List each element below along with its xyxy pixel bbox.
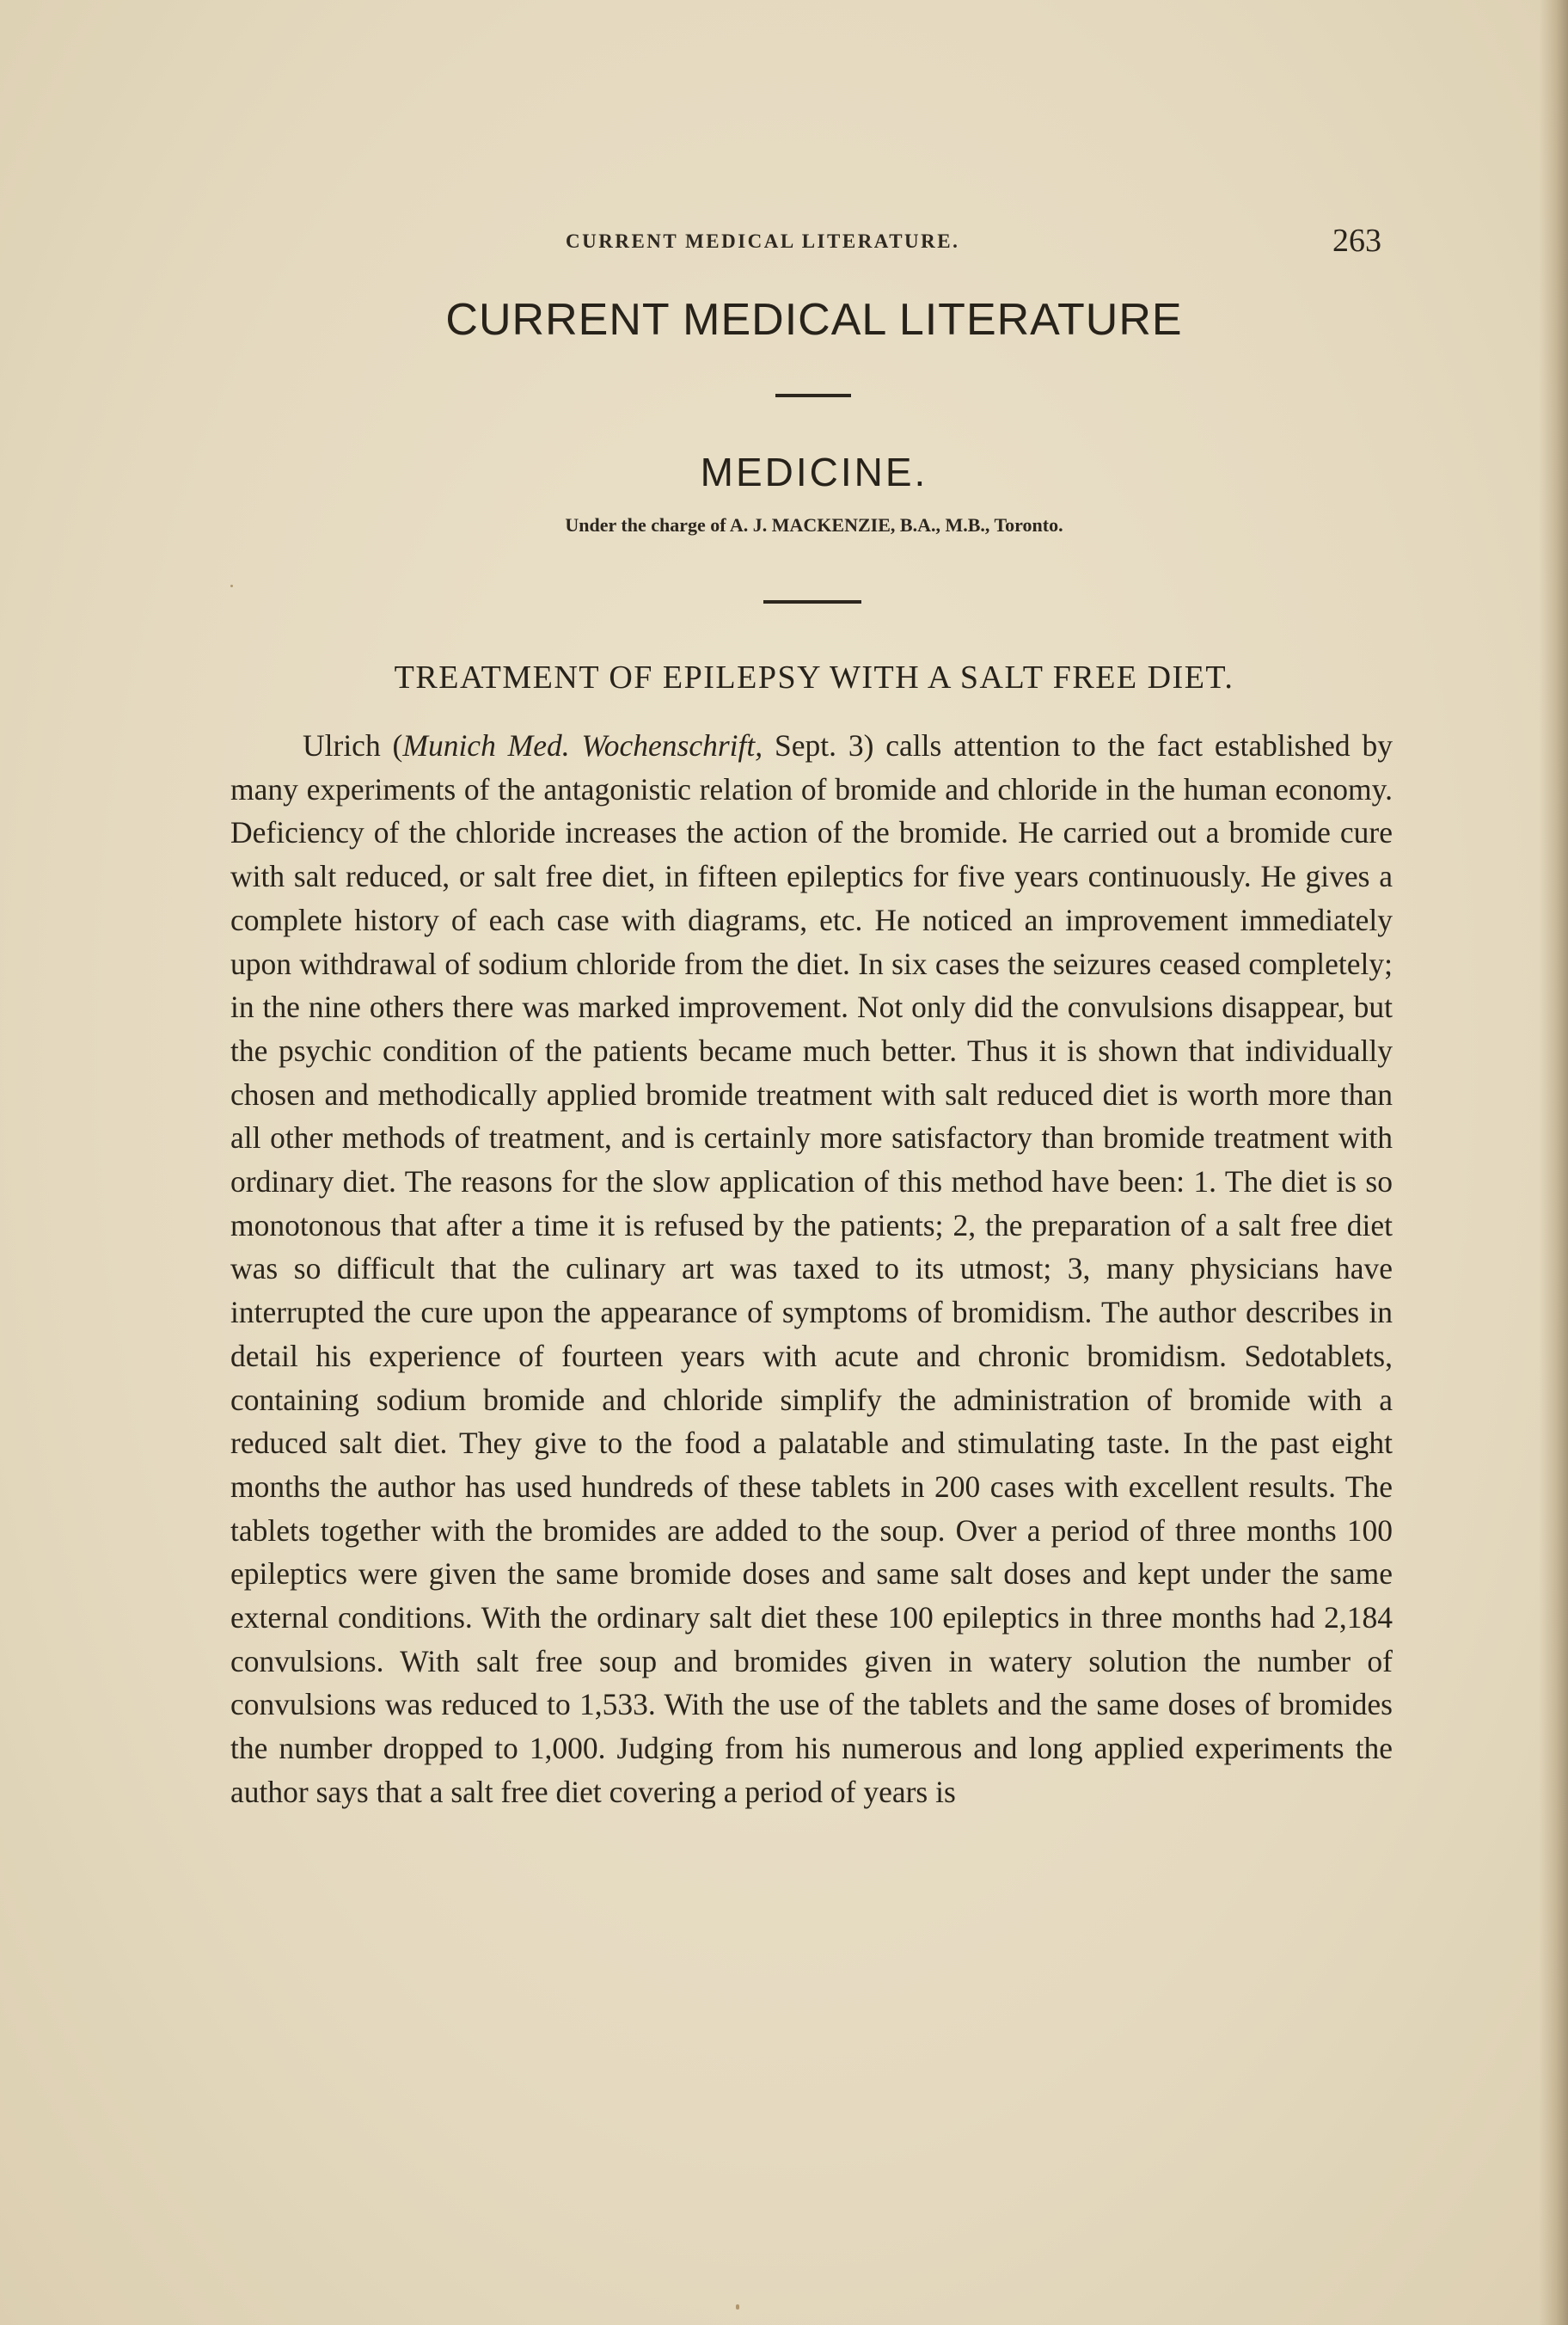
paper-speck (736, 2304, 739, 2310)
divider-rule (775, 394, 851, 397)
editor-credit: Under the charge of A. J. MACKENZIE, B.A., M.B., Toronto. (565, 514, 1063, 536)
running-head (0, 222, 1568, 265)
article-body (230, 724, 1393, 1814)
article-title: TREATMENT OF EPILEPSY WITH A SALT FREE DIET. (394, 659, 1234, 696)
article-text: Sept. 3) calls attention to the fact established by many experiments of the antagonistic relation of bromide and chloride in the human economy. Deficiency of the chloride increases the action of the bromide. He carried out a bromide cure with salt reduced, or salt free diet, in fifteen epileptics for five years continuously. He gives a complete history of each case with diagrams, etc. He noticed an improvement immediately upon withdrawal of sodium chloride from the diet. In six cases the seizures ceased completely; in the nine others there was marked improvement. Not only did the convulsions disappear, but the psychic condition of the patients became much better. Thus it is shown that individually chosen and methodically applied bromide treatment with salt reduced diet is worth more than all other methods of treatment, and is certainly more satisfactory than bromide treatment with ordinary diet. The reasons for the slow application of this method have been: 1. The diet is so monotonous that after a time it is refused by the patients; 2, the preparation of a salt free diet was so difficult that the culinary art was taxed to its utmost; 3, many physicians have interrupted the cure upon the appearance of symptoms of bromidism. The author describes in detail his experience of fourteen years with acute and chronic bromidism. Sedotablets, containing sodium bromide and chloride simplify the administration of bromide with a reduced salt diet. They give to the food a palatable and stimulating taste. In the past eight months the author has used hundreds of these tablets in 200 cases with excellent results. The tablets together with the bromides are added to the soup. Over a period of three months 100 epileptics were given the same bromide doses and same salt doses and kept under the same external conditions. With the ordinary salt diet these 100 epileptics in three months had 2,184 convulsions. With salt free soup and bromides given in watery solution the number of convulsions was reduced to 1,533. With the use of the tablets and the same doses of bromides the number dropped to 1,000. Judging from his numerous and long applied experiments the author says that a salt free diet covering a period of years is (230, 728, 1393, 1809)
article-paragraph (230, 724, 1393, 1814)
section-title: CURRENT MEDICAL LITERATURE (445, 295, 1183, 345)
paper-speck (230, 585, 233, 587)
page-number: 263 (1332, 223, 1381, 259)
journal-citation: Munich Med. Wochenschrift, (402, 728, 763, 763)
subsection-title: MEDICINE. (700, 450, 928, 494)
page-edge-shadow (1539, 0, 1568, 2325)
running-head-title: CURRENT MEDICAL LITERATURE. (566, 230, 960, 252)
article-lead: Ulrich ( (303, 728, 403, 763)
divider-rule (763, 600, 861, 604)
